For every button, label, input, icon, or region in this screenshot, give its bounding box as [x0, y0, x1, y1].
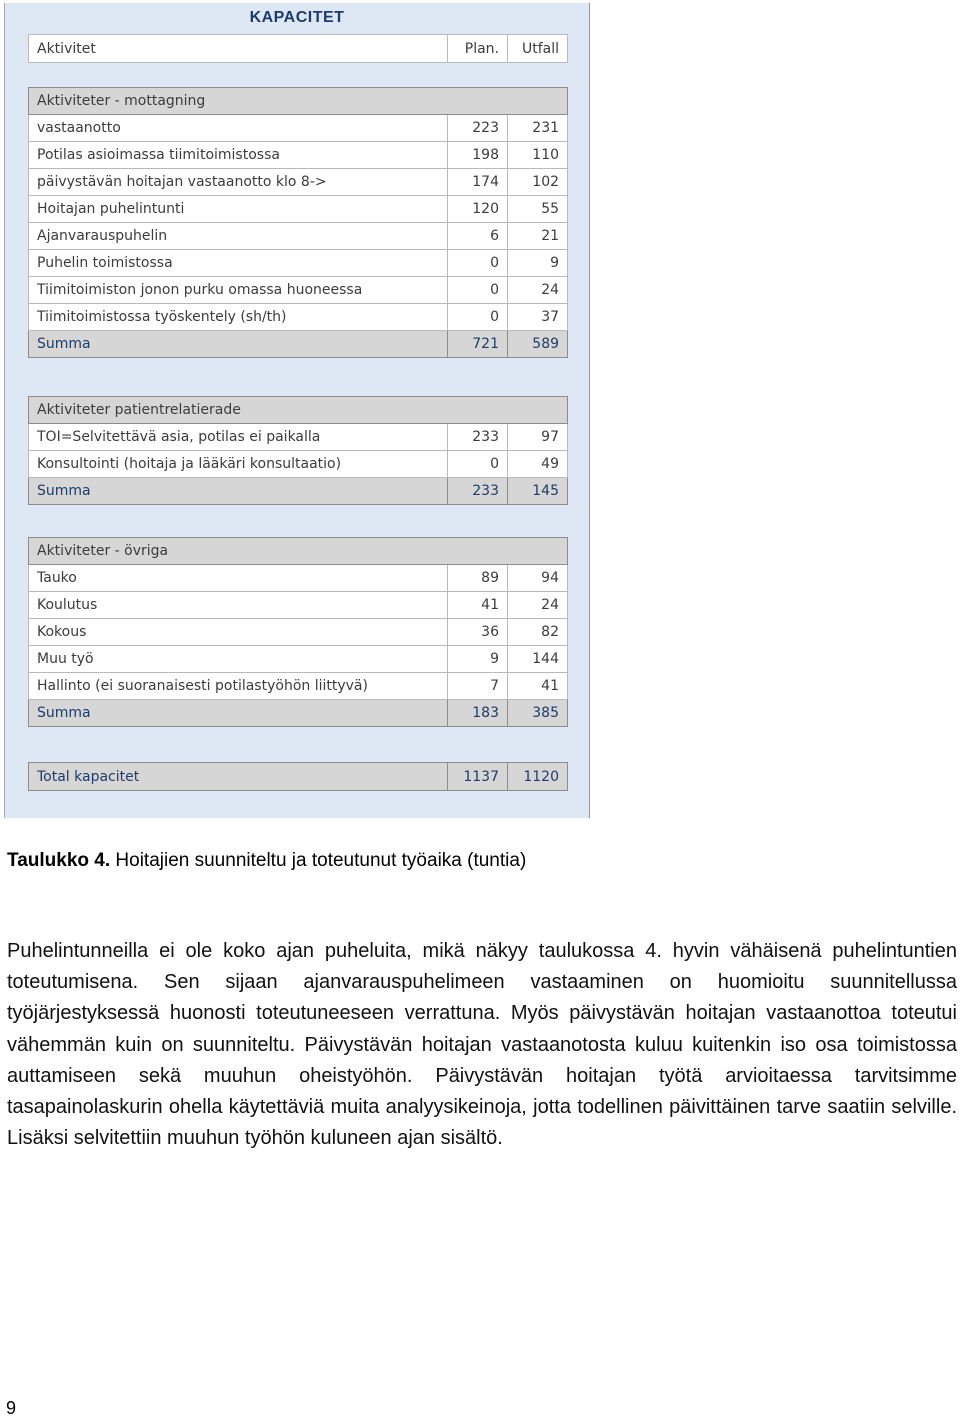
row-plan: 223	[448, 115, 508, 142]
section-table-ovriga	[28, 537, 568, 727]
summa-plan: 233	[448, 478, 508, 505]
row-plan: 0	[448, 304, 508, 331]
total-table	[28, 762, 568, 791]
summa-label: Summa	[29, 478, 448, 505]
table-row	[29, 115, 568, 142]
table-caption	[7, 850, 526, 872]
row-utfall: 24	[508, 592, 568, 619]
row-label: Hoitajan puhelintunti	[29, 196, 448, 223]
panel-title: KAPACITET	[249, 9, 345, 26]
row-label: Puhelin toimistossa	[29, 250, 448, 277]
row-utfall: 37	[508, 304, 568, 331]
column-header-plan: Plan.	[448, 35, 508, 63]
section-title: Aktiviteter - övriga	[29, 538, 568, 565]
row-label: päivystävän hoitajan vastaanotto klo 8->	[29, 169, 448, 196]
caption-label: Taulukko 4.	[7, 850, 111, 871]
table-row	[29, 169, 568, 196]
row-plan: 6	[448, 223, 508, 250]
summa-label: Summa	[29, 700, 448, 727]
section-header-row	[29, 88, 568, 115]
table-row	[29, 592, 568, 619]
section-title: Aktiviteter patientrelatierade	[29, 397, 568, 424]
row-plan: 0	[448, 451, 508, 478]
summa-row	[29, 331, 568, 358]
table-row	[29, 304, 568, 331]
total-label: Total kapacitet	[29, 763, 448, 791]
row-utfall: 9	[508, 250, 568, 277]
row-plan: 233	[448, 424, 508, 451]
row-label: Ajanvarauspuhelin	[29, 223, 448, 250]
table-row	[29, 646, 568, 673]
row-label: Koulutus	[29, 592, 448, 619]
row-utfall: 94	[508, 565, 568, 592]
table-row	[29, 451, 568, 478]
row-label: Muu työ	[29, 646, 448, 673]
row-plan: 36	[448, 619, 508, 646]
total-plan: 1137	[448, 763, 508, 791]
row-label: Konsultointi (hoitaja ja lääkäri konsultaatio)	[29, 451, 448, 478]
row-plan: 7	[448, 673, 508, 700]
table-row	[29, 223, 568, 250]
summa-utfall: 385	[508, 700, 568, 727]
section-table-mottagning	[28, 87, 568, 358]
summa-label: Summa	[29, 331, 448, 358]
section-title: Aktiviteter - mottagning	[29, 88, 568, 115]
body-paragraph: Puhelintunneilla ei ole koko ajan puheluita, mikä näkyy taulukossa 4. hyvin vähäisenä puhelintuntien toteutumisena. Sen sijaan ajanvarauspuhelimeen vastaaminen on huomioitu suunnitellussa työjärjestyksessä huonosti toteutuneeseen verrattuna. Myös päivystävän hoitajan vastaanottoa toteutui vähemmän kuin on suunniteltu. Päivystävän hoitajan vastaanotosta kuluu kuitenkin iso osa toimistossa auttamiseen sekä muuhun oheistyöhön. Päivystävän hoitajan työtä arvioitaessa tarvitsimme tasapainolaskurin ohella käytettäviä muita analyysikeinoja, jotta todellinen päivittäinen tarve saatiin selville. Lisäksi selvitettiin muuhun työhön kuluneen ajan sisältö.	[7, 940, 957, 1150]
row-label: Tauko	[29, 565, 448, 592]
row-utfall: 144	[508, 646, 568, 673]
row-utfall: 97	[508, 424, 568, 451]
row-utfall: 41	[508, 673, 568, 700]
row-label: Kokous	[29, 619, 448, 646]
row-plan: 9	[448, 646, 508, 673]
summa-row	[29, 478, 568, 505]
row-utfall: 49	[508, 451, 568, 478]
summa-utfall: 589	[508, 331, 568, 358]
row-label: Potilas asioimassa tiimitoimistossa	[29, 142, 448, 169]
summa-utfall: 145	[508, 478, 568, 505]
table-row	[29, 277, 568, 304]
row-label: vastaanotto	[29, 115, 448, 142]
table-row	[29, 424, 568, 451]
page-number: 9	[6, 1398, 17, 1418]
table-row	[29, 565, 568, 592]
column-header-utfall: Utfall	[508, 35, 568, 63]
summa-plan: 183	[448, 700, 508, 727]
table-row	[29, 196, 568, 223]
table-row	[29, 673, 568, 700]
header-table	[28, 34, 568, 63]
table-row	[29, 619, 568, 646]
total-utfall: 1120	[508, 763, 568, 791]
row-plan: 0	[448, 277, 508, 304]
row-label: Tiimitoimistossa työskentely (sh/th)	[29, 304, 448, 331]
total-row	[29, 763, 568, 791]
header-row	[29, 35, 568, 63]
section-header-row	[29, 538, 568, 565]
row-utfall: 231	[508, 115, 568, 142]
summa-row	[29, 700, 568, 727]
row-utfall: 21	[508, 223, 568, 250]
section-table-patientrelatierade	[28, 396, 568, 505]
row-plan: 174	[448, 169, 508, 196]
row-utfall: 55	[508, 196, 568, 223]
row-label: Hallinto (ei suoranaisesti potilastyöhön liittyvä)	[29, 673, 448, 700]
kapacitet-panel	[4, 3, 590, 818]
row-plan: 41	[448, 592, 508, 619]
row-utfall: 24	[508, 277, 568, 304]
section-header-row	[29, 397, 568, 424]
row-plan: 120	[448, 196, 508, 223]
row-label: TOI=Selvitettävä asia, potilas ei paikalla	[29, 424, 448, 451]
row-utfall: 82	[508, 619, 568, 646]
table-row	[29, 142, 568, 169]
table-row	[29, 250, 568, 277]
row-plan: 198	[448, 142, 508, 169]
caption-text: Hoitajien suunniteltu ja toteutunut työaika (tuntia)	[110, 850, 527, 871]
row-utfall: 102	[508, 169, 568, 196]
row-label: Tiimitoimiston jonon purku omassa huoneessa	[29, 277, 448, 304]
row-plan: 89	[448, 565, 508, 592]
row-plan: 0	[448, 250, 508, 277]
column-header-aktivitet: Aktivitet	[29, 35, 448, 63]
summa-plan: 721	[448, 331, 508, 358]
row-utfall: 110	[508, 142, 568, 169]
